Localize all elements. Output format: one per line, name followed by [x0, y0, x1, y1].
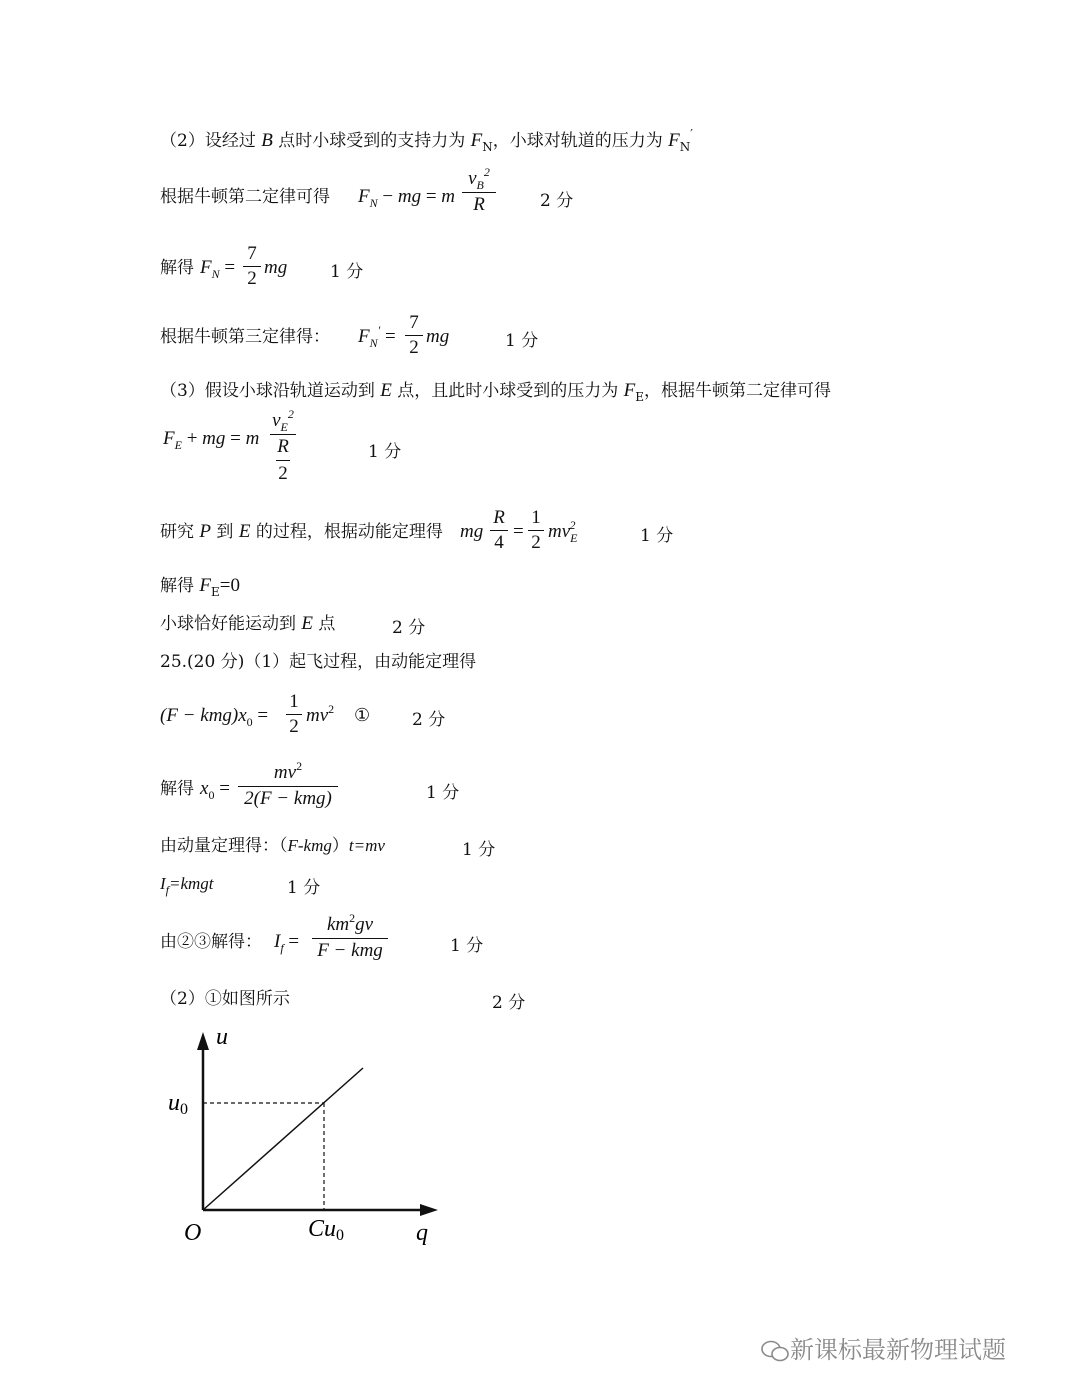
sq: 2: [328, 702, 335, 716]
sub: 0: [246, 715, 253, 729]
frac-bar: [490, 530, 508, 531]
text: =0: [219, 575, 240, 596]
sub: f: [165, 883, 170, 897]
sub: f: [280, 941, 284, 955]
u0-main: u: [168, 1090, 180, 1116]
point-e: E: [238, 521, 251, 542]
n-sub: N: [482, 140, 493, 154]
mv-e2: [548, 518, 578, 545]
op: −: [382, 186, 394, 207]
f-symbol: F: [623, 380, 636, 401]
circle-1: ①: [354, 705, 371, 725]
sq: 2: [287, 407, 294, 421]
cu0-sub: 0: [336, 1227, 345, 1244]
text: 由动量定理得：（: [160, 836, 288, 856]
frac-bar: [312, 938, 388, 939]
point-e: E: [380, 380, 392, 401]
law2-label: 根据牛顿第二定律可得: [160, 187, 330, 207]
numerator: [312, 911, 388, 937]
sym: mg: [202, 428, 226, 449]
op: =: [425, 186, 437, 207]
q25-title: 25.(20 分)（1）起飞过程，由动能定理得: [160, 652, 477, 672]
n-sub: N: [679, 140, 691, 154]
score: 1 分: [505, 331, 539, 351]
eq-fn-prime: [358, 323, 396, 350]
denominator: 2: [531, 532, 541, 553]
expr: =kmgt: [169, 874, 214, 893]
e-sub: E: [635, 390, 645, 404]
frac-1-2: [528, 507, 544, 554]
frac-7-2: [243, 243, 261, 290]
sym: F: [358, 326, 370, 347]
eq-work: [160, 705, 268, 727]
sub: E: [174, 438, 182, 452]
point-b: B: [261, 130, 273, 151]
u-q-line: [203, 1068, 363, 1210]
score: 1 分: [330, 262, 364, 282]
y-axis-label: u: [216, 1024, 228, 1050]
solve-label: 解得: [160, 258, 194, 278]
x-axis-arrow: [420, 1204, 438, 1216]
sq: 2: [349, 911, 356, 925]
sym: x: [200, 778, 209, 799]
f-symbol: F: [470, 130, 483, 151]
op: =: [224, 257, 236, 278]
part2-figure-label: （2）①如图所示: [160, 989, 290, 1009]
frac-vb-r: [462, 165, 496, 216]
u0-label: [168, 1090, 188, 1118]
score: 1 分: [287, 878, 321, 898]
u0-sub: 0: [180, 1101, 188, 1118]
part2-intro: [160, 127, 694, 154]
y-axis-arrow: [197, 1032, 209, 1050]
denominator: R: [277, 436, 289, 457]
sym: F: [200, 257, 212, 278]
sq: 2: [483, 165, 490, 179]
numerator: R: [493, 507, 505, 528]
sym: F: [358, 186, 370, 207]
conclusion: [160, 613, 335, 635]
gv: gv: [355, 914, 374, 935]
origin-label: O: [184, 1220, 202, 1246]
op: =: [257, 705, 269, 726]
sub: N: [211, 267, 220, 281]
score: 1 分: [368, 442, 402, 462]
watermark-text: 新课标最新物理试题: [790, 1336, 1006, 1364]
mg: mg: [264, 257, 288, 278]
numerator: [238, 759, 338, 785]
equals: =: [513, 521, 524, 542]
text: （3）假设小球沿轨道运动到: [160, 381, 381, 401]
e: E: [570, 531, 578, 545]
frac-bar: [286, 714, 302, 715]
op: =: [219, 778, 230, 799]
denominator: F − kmg: [317, 940, 383, 961]
mv2: [306, 702, 335, 727]
wechat-icon: [760, 1339, 790, 1363]
km: km: [326, 914, 350, 935]
frac-bar: [238, 786, 338, 787]
op: =: [385, 326, 396, 347]
prime: ′: [377, 323, 381, 337]
solve-fe: [160, 575, 240, 598]
x-axis-label: q: [416, 1220, 428, 1246]
frac-bar: [243, 266, 261, 267]
sym: m: [441, 186, 456, 207]
v: v: [272, 410, 281, 431]
sub: N: [369, 336, 378, 350]
point-p: P: [199, 521, 212, 542]
point-e: E: [301, 613, 314, 634]
text: ，小球对轨道的压力为: [492, 131, 669, 151]
expr: t=mv: [348, 836, 385, 855]
text: 研究: [160, 522, 200, 542]
e-sub: E: [211, 585, 220, 599]
sub: N: [369, 196, 378, 210]
score: 1 分: [462, 840, 496, 860]
score: 2 分: [492, 993, 526, 1013]
numerator: 1: [289, 691, 299, 712]
numerator: 7: [247, 243, 257, 264]
text: 点，且此时小球受到的压力为: [391, 381, 624, 401]
op: =: [230, 428, 241, 449]
solve-label: 解得: [160, 779, 194, 799]
text: ，根据牛顿第二定律可得: [644, 381, 832, 401]
x0: [200, 778, 230, 800]
sym: mg: [397, 186, 422, 207]
if-eq: [274, 931, 299, 953]
op: +: [186, 428, 198, 449]
momentum-line: [160, 835, 385, 857]
sub: 0: [208, 788, 215, 802]
denominator: R: [473, 194, 485, 215]
denominator: 2: [289, 716, 299, 737]
score: 2 分: [540, 191, 574, 211]
frac-bar: [462, 192, 496, 193]
op: =: [288, 931, 300, 952]
frac-r-4: [490, 507, 508, 554]
frac-bar: [528, 530, 544, 531]
f-symbol: F: [668, 130, 680, 151]
text: ）: [331, 836, 349, 856]
prime: ′: [690, 127, 694, 141]
text: （2）设经过: [160, 131, 262, 151]
numerator: [462, 165, 496, 192]
frac-if: [312, 911, 388, 962]
sq: 2: [296, 759, 303, 773]
score: 1 分: [450, 936, 484, 956]
denominator: 4: [494, 532, 504, 553]
mg: mg: [460, 521, 484, 542]
from23-label: 由②③解得：: [160, 932, 262, 952]
text: 的过程，根据动能定理得: [250, 522, 443, 542]
v: v: [468, 168, 477, 189]
mv: mv: [273, 762, 297, 783]
numerator: [270, 407, 296, 434]
e: E: [280, 420, 288, 434]
score: 1 分: [640, 526, 674, 546]
denominator: 2: [247, 268, 257, 289]
frac-1-2: [286, 691, 302, 738]
if-line: [160, 873, 214, 896]
cu0-main: Cu: [308, 1216, 337, 1242]
mv: mv: [306, 705, 329, 726]
frac-bar: [276, 460, 290, 461]
watermark: [760, 1330, 1006, 1365]
sym: (F − kmg)x: [160, 705, 247, 726]
f-symbol: F: [199, 575, 212, 596]
frac-7-2: [405, 312, 423, 359]
denominator: 2(F − kmg): [244, 788, 332, 809]
law3-label: 根据牛顿第三定律得：: [160, 327, 330, 347]
score: 2 分: [392, 618, 426, 638]
cu0-label: [308, 1216, 344, 1244]
sym: F: [163, 428, 175, 449]
b: B: [476, 178, 484, 192]
numerator: 1: [531, 507, 541, 528]
mg: mg: [426, 326, 450, 347]
expr: F-kmg: [287, 836, 332, 855]
mv: mv: [548, 521, 571, 542]
numerator: 7: [409, 312, 419, 333]
score: 1 分: [426, 783, 460, 803]
text: 到: [211, 522, 239, 542]
u-q-graph: [160, 1022, 460, 1252]
text: 点时小球受到的支持力为: [272, 131, 471, 151]
denominator: 2: [409, 337, 419, 358]
frac-bar: [270, 434, 296, 435]
sym: m: [245, 428, 260, 449]
eq-fn-result: [200, 257, 235, 279]
sym: I: [274, 931, 281, 952]
sq: 2: [569, 518, 576, 532]
eq-fe: [163, 428, 259, 450]
study-pe: [160, 521, 443, 543]
text: 点: [313, 614, 336, 634]
score: 2 分: [412, 710, 446, 730]
part3-intro: [160, 380, 831, 403]
frac-bar: [405, 335, 423, 336]
denominator: 2: [278, 463, 288, 484]
text: 解得: [160, 576, 200, 596]
text: 小球恰好能运动到: [160, 614, 302, 634]
eq-fn: [358, 186, 455, 208]
frac-ve-r2: [270, 407, 296, 485]
sym: I: [160, 874, 166, 893]
frac-x0: [238, 759, 338, 810]
